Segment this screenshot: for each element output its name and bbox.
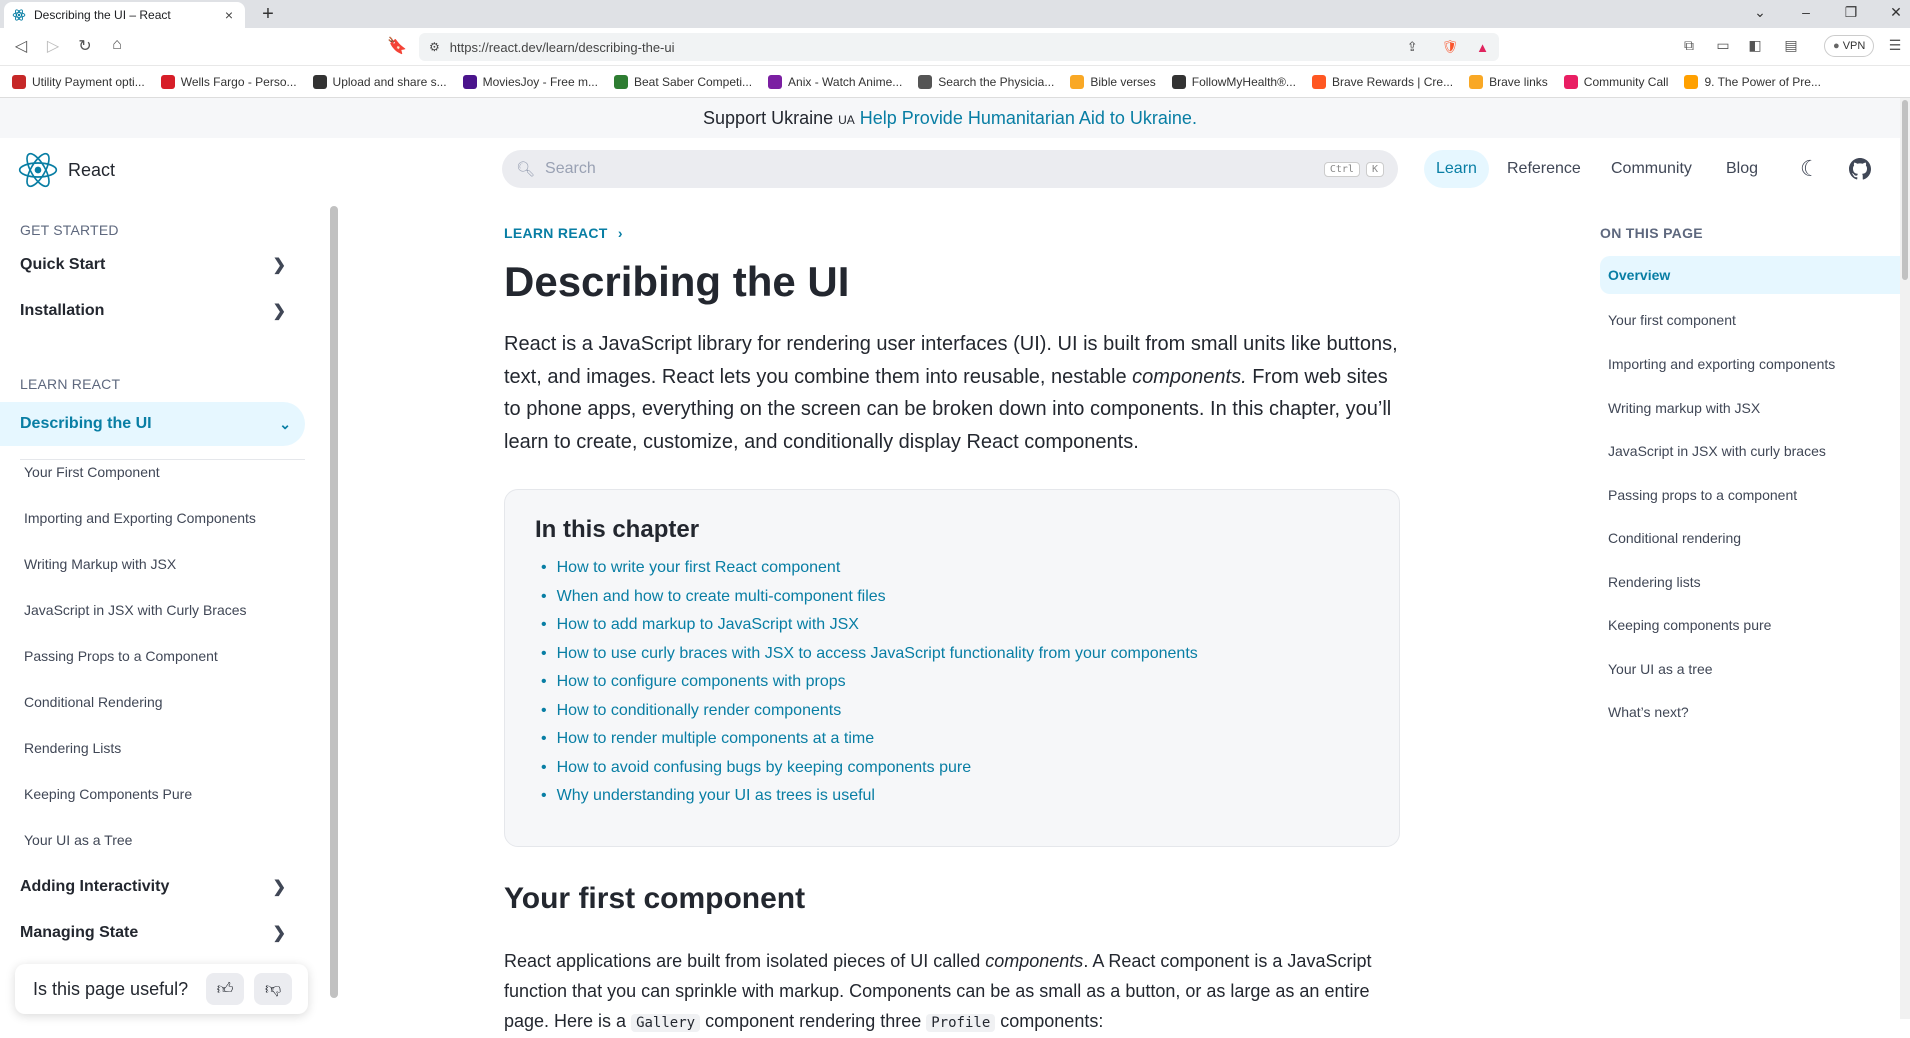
bookmark-item[interactable] xyxy=(768,75,902,89)
section-learn-react: LEARN REACT xyxy=(20,376,121,392)
toc-item[interactable]: What’s next? xyxy=(1608,704,1689,720)
address-bar[interactable] xyxy=(419,33,1499,61)
sidebar-subitem[interactable]: Rendering Lists xyxy=(24,740,122,756)
dark-mode-moon-icon[interactable]: ☾ xyxy=(1800,156,1820,181)
nav-reference[interactable]: Reference xyxy=(1507,160,1581,177)
sidebar-item-quick-start[interactable] xyxy=(20,246,300,284)
sidebar-subitem[interactable]: Passing Props to a Component xyxy=(24,648,218,664)
bookmark-favicon-icon xyxy=(1172,75,1186,89)
brave-rewards-icon[interactable]: ▲ xyxy=(1476,39,1489,55)
bookmark-label: Bible verses xyxy=(1090,74,1156,89)
section-get-started: GET STARTED xyxy=(20,222,119,238)
sidebar-item-managing-state[interactable] xyxy=(20,914,300,952)
toc-item[interactable]: Passing props to a component xyxy=(1608,487,1798,503)
bookmark-item[interactable] xyxy=(1172,75,1296,89)
close-window-icon[interactable]: ✕ xyxy=(1890,4,1902,20)
code-gallery: Gallery xyxy=(631,1014,700,1032)
sidebar-item-label: Quick Start xyxy=(20,256,106,273)
bookmark-favicon-icon xyxy=(1564,75,1578,89)
sidebar-subitem[interactable]: Conditional Rendering xyxy=(24,694,163,710)
sidebar-subitem[interactable]: Keeping Components Pure xyxy=(24,786,193,802)
logo-text: React xyxy=(68,159,116,180)
thumbs-down-button[interactable] xyxy=(254,973,292,1005)
nav-blog[interactable]: Blog xyxy=(1726,160,1759,177)
toc-item[interactable]: Your first component xyxy=(1608,312,1736,328)
chevron-right-icon: ❯ xyxy=(272,925,286,942)
sidebar-subitem[interactable]: Importing and Exporting Components xyxy=(24,510,256,526)
toc-item[interactable]: Conditional rendering xyxy=(1608,530,1742,546)
chapter-link[interactable]: • When and how to create multi-component files xyxy=(541,583,1369,612)
bookmark-favicon-icon xyxy=(1469,75,1483,89)
page-title: Describing the UI xyxy=(504,258,850,305)
bookmark-label: Brave links xyxy=(1489,74,1548,89)
bookmark-item[interactable] xyxy=(12,75,145,89)
feedback-question: Is this page useful? xyxy=(33,978,189,999)
sidebar-item-label: Managing State xyxy=(20,924,139,941)
search-placeholder: Search xyxy=(545,160,596,177)
react-logo-link[interactable] xyxy=(18,150,115,190)
browser-tab[interactable] xyxy=(4,2,245,28)
react-logo-icon xyxy=(18,150,58,190)
toc-heading: ON THIS PAGE xyxy=(1600,225,1703,241)
sidebar-item-adding-interactivity[interactable] xyxy=(20,868,300,906)
cast-icon[interactable]: ▭ xyxy=(1716,37,1730,53)
kbd-k: K xyxy=(1366,162,1384,177)
bookmark-favicon-icon xyxy=(12,75,26,89)
bookmark-label: Upload and share s... xyxy=(332,74,447,89)
bookmark-item[interactable] xyxy=(161,75,297,89)
chapter-title: In this chapter xyxy=(535,516,700,543)
ukraine-banner xyxy=(0,98,1900,138)
intro-text-1: React is a JavaScript library for rendering user interfaces (UI). UI is built from small units like buttons, text, and images. React lets you combine them into reusable, nestable xyxy=(504,333,1398,388)
sidebar-item-label: Installation xyxy=(20,302,105,319)
section-text: React applications are built from isolated pieces of UI called xyxy=(504,951,986,971)
reload-icon[interactable]: ↻ xyxy=(78,38,92,55)
bookmark-favicon-icon xyxy=(1684,75,1698,89)
chapter-link[interactable]: • How to write your first React component xyxy=(541,554,1369,583)
new-tab-button[interactable]: + xyxy=(262,3,274,25)
sidebar-item-describing-the-ui[interactable] xyxy=(0,402,305,446)
menu-icon[interactable]: ☰ xyxy=(1888,37,1902,53)
bookmark-favicon-icon xyxy=(313,75,327,89)
chapter-link[interactable]: • How to configure components with props xyxy=(541,668,1369,697)
nav-learn[interactable]: Learn xyxy=(1424,150,1489,188)
brave-shields-icon[interactable]: 🛡 xyxy=(1441,39,1459,54)
back-icon[interactable]: ◁ xyxy=(14,38,28,55)
thumbs-up-icon: 👍︎ xyxy=(216,980,234,998)
chapter-link[interactable]: • How to use curly braces with JSX to access JavaScript functionality from your components xyxy=(541,640,1369,669)
share-icon[interactable]: ⇪ xyxy=(1406,39,1418,54)
banner-link[interactable]: Help Provide Humanitarian Aid to Ukraine. xyxy=(859,108,1197,128)
bookmark-item[interactable] xyxy=(1564,75,1669,89)
chapter-list xyxy=(535,554,1369,811)
bookmark-favicon-icon xyxy=(918,75,932,89)
banner-text: Support Ukraine xyxy=(703,108,839,128)
bookmark-item[interactable] xyxy=(1684,75,1821,89)
intro-paragraph xyxy=(504,328,1409,458)
home-icon[interactable]: ⌂ xyxy=(112,36,122,53)
sidebar-subitem[interactable]: JavaScript in JSX with Curly Braces xyxy=(24,602,247,618)
toc-item-active[interactable]: Overview xyxy=(1600,256,1900,294)
search-icon: 🔍︎ xyxy=(516,161,536,178)
chapter-link[interactable]: • How to add markup to JavaScript with JSX xyxy=(541,611,1369,640)
chevron-right-icon: › xyxy=(617,225,623,241)
kbd-ctrl: Ctrl xyxy=(1324,162,1360,177)
toc-item[interactable]: Importing and exporting components xyxy=(1608,356,1836,372)
sidebar-subitem[interactable]: Writing Markup with JSX xyxy=(24,556,177,572)
web-page xyxy=(0,98,1910,1031)
wallet-icon[interactable]: ▤ xyxy=(1784,37,1798,53)
page-scrollbar[interactable] xyxy=(1900,98,1910,1019)
chapter-link[interactable]: • How to render multiple components at a time xyxy=(541,725,1369,754)
site-info-icon[interactable]: ⚙ xyxy=(429,40,440,54)
bookmark-item[interactable] xyxy=(313,75,447,89)
bookmark-label: MoviesJoy - Free m... xyxy=(482,74,598,89)
bookmark-item[interactable] xyxy=(614,75,752,89)
intro-text-2: From web sites to phone apps, everything on the screen can be broken down into components. In this chapter, you’ll learn to create, customize, and conditionally display React components. xyxy=(504,365,1392,453)
sidebar-subitem[interactable]: Your UI as a Tree xyxy=(24,832,133,848)
bookmark-item[interactable] xyxy=(1469,75,1548,89)
react-favicon-icon xyxy=(12,8,26,22)
scrollbar-thumb[interactable] xyxy=(1902,100,1908,280)
code-profile: Profile xyxy=(926,1014,995,1032)
intro-emphasis: components. xyxy=(1132,365,1247,388)
chevron-down-icon: ⌄ xyxy=(279,415,291,432)
section-emphasis: components xyxy=(985,951,1084,971)
minimize-icon[interactable]: – xyxy=(1802,4,1810,20)
vpn-button[interactable]: ● VPN xyxy=(1824,35,1874,57)
browser-tab-bar xyxy=(0,0,1910,28)
bookmark-label: Utility Payment opti... xyxy=(32,74,145,89)
bookmark-label: Search the Physicia... xyxy=(938,74,1055,89)
tab-title: Describing the UI – React xyxy=(34,8,171,22)
chevron-right-icon: ❯ xyxy=(272,257,286,274)
section-heading: Your first component xyxy=(504,882,806,915)
url-text: https://react.dev/learn/describing-the-ui xyxy=(449,39,675,55)
toc-item[interactable]: Your UI as a tree xyxy=(1608,661,1713,677)
bookmark-item[interactable] xyxy=(1070,75,1155,89)
nav-community[interactable]: Community xyxy=(1611,160,1692,177)
chevron-right-icon: ❯ xyxy=(272,879,286,896)
bookmark-label: Wells Fargo - Perso... xyxy=(180,74,297,89)
section-text: components: xyxy=(995,1011,1104,1031)
bookmark-label: Anix - Watch Anime... xyxy=(788,74,903,89)
bookmark-label: FollowMyHealth®... xyxy=(1191,74,1296,89)
breadcrumb[interactable] xyxy=(504,225,623,241)
bookmark-item[interactable] xyxy=(1312,75,1453,89)
bookmark-item[interactable] xyxy=(918,75,1054,89)
chevron-right-icon: ❯ xyxy=(272,303,286,320)
toc-item[interactable]: JavaScript in JSX with curly braces xyxy=(1608,443,1826,459)
restore-icon[interactable]: ❐ xyxy=(1844,4,1858,20)
forward-icon[interactable]: ▷ xyxy=(46,38,60,55)
thumbs-down-icon: 👎︎ xyxy=(264,980,282,998)
thumbs-up-button[interactable] xyxy=(206,973,244,1005)
sidebar-divider xyxy=(20,459,305,460)
sidebar-scrollbar[interactable] xyxy=(330,206,338,998)
bookmark-item[interactable] xyxy=(463,75,598,89)
bookmarks-bar xyxy=(0,66,1910,98)
chapter-link[interactable]: • How to avoid confusing bugs by keeping components pure xyxy=(541,754,1369,783)
browser-toolbar xyxy=(0,28,1910,66)
bookmark-favicon-icon xyxy=(1070,75,1084,89)
search-input[interactable] xyxy=(502,150,1398,188)
section-text: component rendering three xyxy=(700,1011,927,1031)
sidebar-subitem[interactable]: Your First Component xyxy=(24,464,160,480)
chapter-link[interactable]: • How to conditionally render components xyxy=(541,697,1369,726)
sidebar-item-label: Adding Interactivity xyxy=(20,878,170,895)
section-text: . A React component is a JavaScript function that you can sprinkle with markup. Components can be as small as a button, or as large as an entire page. Here is a xyxy=(504,951,1372,1031)
bookmark-favicon-icon xyxy=(161,75,175,89)
toc-item[interactable]: Keeping components pure xyxy=(1608,617,1772,633)
sidebar-item-label: Describing the UI xyxy=(20,415,152,432)
breadcrumb-label: LEARN REACT xyxy=(504,225,608,241)
bookmark-icon[interactable]: 🔖 xyxy=(387,38,407,55)
bookmark-favicon-icon xyxy=(463,75,477,89)
bookmark-label: 9. The Power of Pre... xyxy=(1704,74,1821,89)
bookmark-label: Beat Saber Competi... xyxy=(633,74,753,89)
in-this-chapter-box xyxy=(504,489,1400,847)
bookmark-label: Community Call xyxy=(1583,74,1669,89)
tab-close-icon[interactable]: × xyxy=(224,7,234,23)
toc-item[interactable]: Rendering lists xyxy=(1608,574,1701,590)
bookmark-favicon-icon xyxy=(614,75,628,89)
vpn-label: VPN xyxy=(1842,40,1866,52)
extensions-icon[interactable]: ⧉ xyxy=(1684,37,1694,53)
tab-list-chevron-icon[interactable]: ⌄ xyxy=(1754,4,1766,20)
bookmark-favicon-icon xyxy=(1312,75,1326,89)
bookmark-favicon-icon xyxy=(768,75,782,89)
section-paragraph xyxy=(504,946,1409,1038)
github-icon[interactable] xyxy=(1849,158,1871,180)
sidebar-toggle-icon[interactable]: ◧ xyxy=(1748,37,1762,53)
bookmark-label: Brave Rewards | Cre... xyxy=(1331,74,1454,89)
feedback-widget xyxy=(15,964,308,1014)
sidebar-item-installation[interactable] xyxy=(20,292,300,330)
toc-item[interactable]: Writing markup with JSX xyxy=(1608,400,1761,416)
sidebar-nav xyxy=(0,206,330,1019)
chapter-link[interactable]: • Why understanding your UI as trees is useful xyxy=(541,782,1369,811)
banner-flag: UA xyxy=(838,113,855,127)
